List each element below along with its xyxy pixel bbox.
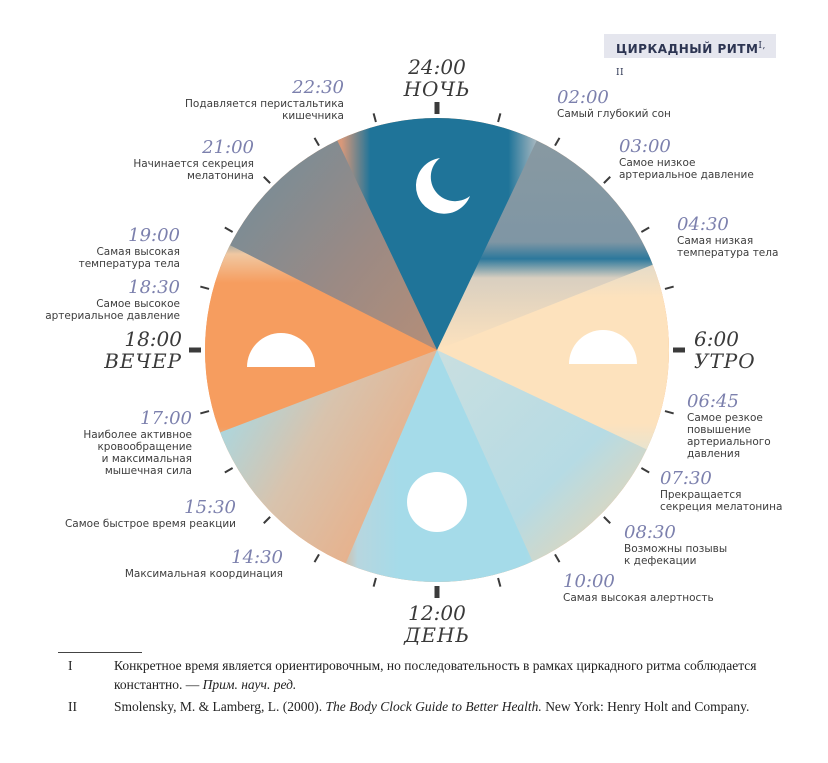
event-text: Возможны позывы к дефекации xyxy=(624,543,728,567)
event-2230 xyxy=(150,78,344,122)
event-time: 18:30 xyxy=(128,277,180,298)
hour-tick xyxy=(641,468,649,473)
event-text: Прекращается секреция мелатонина xyxy=(660,489,783,513)
event-time: 06:45 xyxy=(687,391,739,412)
event-time: 08:30 xyxy=(624,522,676,543)
event-time: 15:30 xyxy=(184,497,236,518)
event-0300 xyxy=(619,137,754,181)
marker-time: 12:00 xyxy=(408,601,466,625)
event-time: 19:00 xyxy=(128,225,180,246)
event-text: Начинается секреция мелатонина xyxy=(133,158,254,182)
event-text: Самое быстрое время реакции xyxy=(64,518,236,530)
hour-tick xyxy=(604,517,610,523)
hour-tick xyxy=(498,578,500,587)
hour-tick xyxy=(665,411,674,413)
event-0200 xyxy=(557,88,671,120)
hour-tick xyxy=(315,554,320,562)
marker-time: 18:00 xyxy=(124,327,182,351)
footnote-book-title: The Body Clock Guide to Better Health. xyxy=(325,699,542,714)
hour-tick xyxy=(225,468,233,473)
footnote-publisher: New York: Henry Holt and Company. xyxy=(545,699,750,714)
event-text: Самая высокая алертность xyxy=(563,592,714,604)
event-text: Самая низкая температура тела xyxy=(677,235,779,259)
footnote-text: Конкретное время является ориентировочным, но последовательность в рамках циркадного ритма соблюдается константно. — xyxy=(114,658,757,692)
title-badge xyxy=(604,34,776,78)
hour-tick xyxy=(555,554,560,562)
footnote-note: Прим. науч. ред. xyxy=(202,677,297,692)
event-2100 xyxy=(100,138,254,182)
event-time: 03:00 xyxy=(619,136,671,157)
hour-tick xyxy=(498,113,500,122)
event-1530 xyxy=(40,498,236,530)
hour-tick xyxy=(225,228,233,233)
sun-icon xyxy=(407,472,467,532)
event-1830 xyxy=(40,278,180,322)
hour-tick xyxy=(665,287,674,289)
marker-evening xyxy=(100,328,182,372)
marker-time: 6:00 xyxy=(694,327,739,351)
event-text: Наиболее активное кровообращение и максимальная мышечная сила xyxy=(83,429,192,477)
hour-tick xyxy=(200,411,209,413)
event-time: 21:00 xyxy=(202,137,254,158)
marker-night xyxy=(395,56,479,100)
event-text: Самое высокое артериальное давление xyxy=(45,298,180,322)
marker-name: УТРО xyxy=(694,349,756,373)
marker-day xyxy=(395,602,479,646)
event-text: Самое низкое артериальное давление xyxy=(619,157,754,181)
marker-morning xyxy=(694,328,756,372)
event-text: Подавляется перистальтика кишечника xyxy=(185,98,344,122)
event-text: Максимальная координация xyxy=(124,568,283,580)
event-1700 xyxy=(60,409,192,477)
title: ЦИРКАДНЫЙ РИТМ xyxy=(616,42,759,56)
footnote-rule xyxy=(58,652,142,653)
event-1430 xyxy=(80,548,283,580)
footnote-2 xyxy=(68,697,768,717)
hour-tick xyxy=(264,177,270,183)
hour-tick xyxy=(200,287,209,289)
event-time: 17:00 xyxy=(140,408,192,429)
event-time: 04:30 xyxy=(677,214,729,235)
event-time: 07:30 xyxy=(660,468,712,489)
marker-name: ДЕНЬ xyxy=(404,623,470,647)
footnote-1 xyxy=(68,656,768,696)
footnote-authors: Smolensky, M. & Lamberg, L. (2000). xyxy=(114,699,323,714)
event-0430 xyxy=(677,215,778,259)
title-footnote-marks: I, II xyxy=(616,41,766,78)
footnote-mark: I xyxy=(68,658,73,673)
hour-tick xyxy=(604,177,610,183)
hour-tick xyxy=(315,138,320,146)
hour-tick xyxy=(555,138,560,146)
hour-tick xyxy=(641,228,649,233)
event-0830 xyxy=(624,523,727,567)
event-0730 xyxy=(660,469,782,513)
marker-time: 24:00 xyxy=(408,55,466,79)
event-0645 xyxy=(687,392,771,460)
marker-name: ВЕЧЕР xyxy=(104,349,182,373)
event-time: 14:30 xyxy=(231,547,283,568)
event-time: 10:00 xyxy=(563,571,615,592)
event-1900 xyxy=(60,226,180,270)
hour-tick xyxy=(374,113,376,122)
event-text: Самая высокая температура тела xyxy=(78,246,180,270)
event-time: 02:00 xyxy=(557,87,609,108)
event-text: Самый глубокий сон xyxy=(557,108,671,120)
hour-tick xyxy=(374,578,376,587)
event-text: Самое резкое повышение артериального давления xyxy=(687,412,771,460)
footnote-mark: II xyxy=(68,699,77,714)
event-time: 22:30 xyxy=(292,77,344,98)
marker-name: НОЧЬ xyxy=(403,77,471,101)
event-1000 xyxy=(563,572,714,604)
hour-tick xyxy=(264,517,270,523)
